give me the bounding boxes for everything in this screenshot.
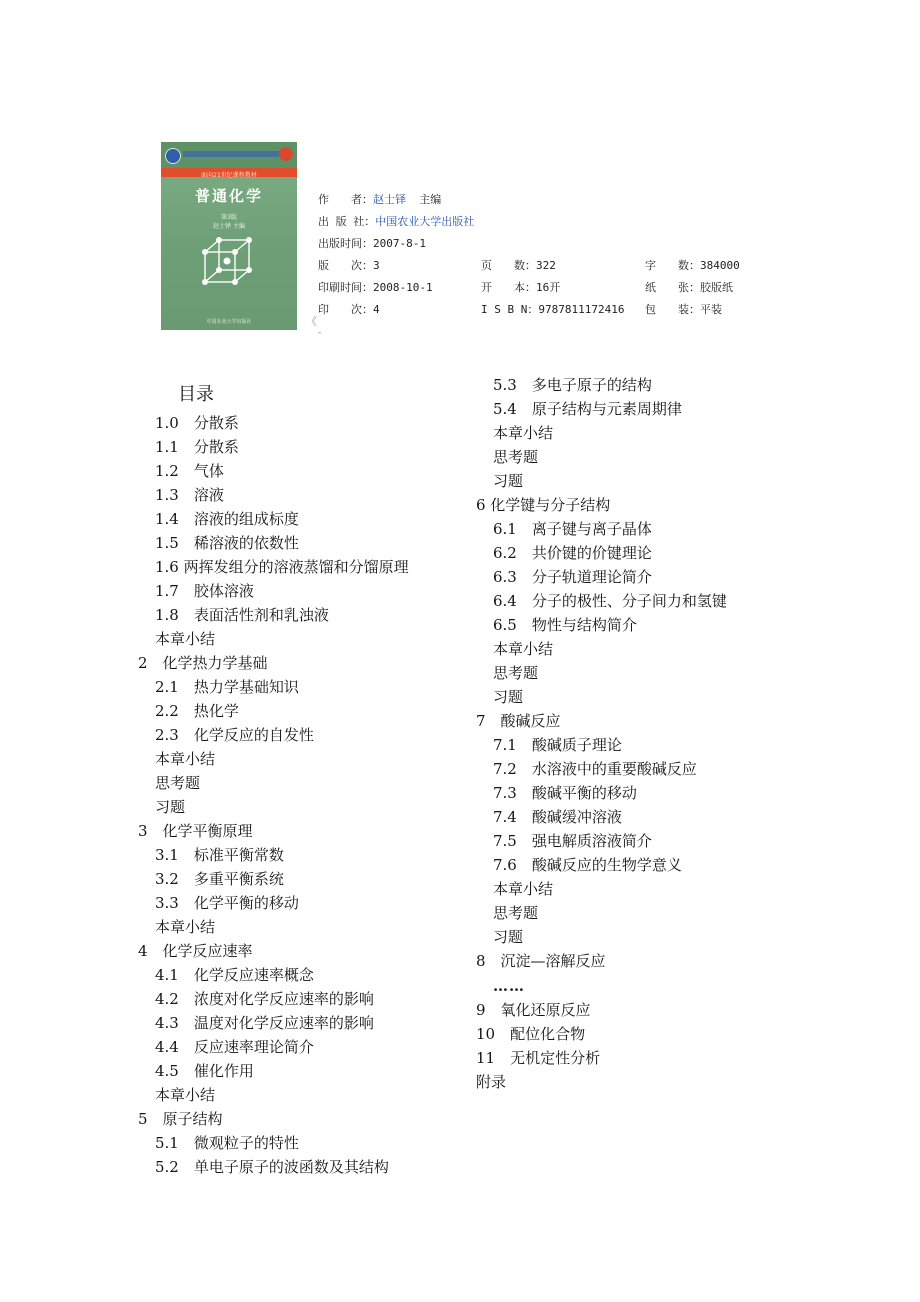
cover-publisher: 中国农业大学出版社 <box>206 319 252 325</box>
info-words <box>645 257 740 273</box>
printdate-value: 2008-10-1 <box>373 281 433 294</box>
info-format <box>481 279 560 295</box>
toc-item: 1.6 两挥发组分的溶液蒸馏和分馏原理 <box>155 558 409 576</box>
toc-chapter: 5 原子结构 <box>138 1110 223 1128</box>
words-label: 字 数： <box>645 259 700 272</box>
toc-item: 习题 <box>493 472 524 490</box>
binding-label: 包 装： <box>645 303 700 316</box>
info-author <box>318 191 441 207</box>
printing-label: 印 次： <box>318 303 373 316</box>
toc-item: 习题 <box>493 688 524 706</box>
cover-editor: 赵士铎 主编 <box>213 223 245 230</box>
toc-item: 思考题 <box>493 904 539 922</box>
book-cover-image <box>161 142 297 330</box>
toc-chapter: 3 化学平衡原理 <box>138 822 253 840</box>
toc-item: 7.1 酸碱质子理论 <box>493 736 622 754</box>
dash-mark: - <box>318 328 322 338</box>
toc-chapter: 4 化学反应速率 <box>138 942 253 960</box>
toc-item: 本章小结 <box>155 630 216 648</box>
toc-chapter: 6 化学键与分子结构 <box>476 496 611 514</box>
toc-item: 4.1 化学反应速率概念 <box>155 966 314 984</box>
toc-item: 3.1 标准平衡常数 <box>155 846 284 864</box>
pages-value: 322 <box>536 259 556 272</box>
toc-item: 1.0 分散系 <box>155 414 239 432</box>
cover-ribbon-text: 面向21世纪课程教材 <box>201 172 257 179</box>
pages-label: 页 数： <box>481 259 536 272</box>
paper-value: 胶版纸 <box>700 281 733 294</box>
info-isbn <box>481 301 624 317</box>
paper-label: 纸 张： <box>645 281 700 294</box>
info-pubdate <box>318 235 426 251</box>
author-label: 作 者： <box>318 193 373 206</box>
toc-item: 6.5 物性与结构简介 <box>493 616 637 634</box>
toc-item: 2.2 热化学 <box>155 702 239 720</box>
cover-title: 普通化学 <box>194 187 263 205</box>
toc-item: 1.5 稀溶液的依数性 <box>155 534 299 552</box>
toc-item: 4.3 温度对化学反应速率的影响 <box>155 1014 374 1032</box>
toc-chapter: 附录 <box>476 1073 507 1091</box>
toc-chapter: 10 配位化合物 <box>476 1025 586 1043</box>
toc-title: 目录 <box>178 384 214 405</box>
toc-chapter: 9 氧化还原反应 <box>476 1001 591 1019</box>
toc-item: 6.2 共价键的价键理论 <box>493 544 652 562</box>
toc-item: 本章小结 <box>493 880 554 898</box>
toc-item: 7.4 酸碱缓冲溶液 <box>493 808 622 826</box>
toc-item: 2.1 热力学基础知识 <box>155 678 299 696</box>
info-publisher <box>318 213 474 229</box>
words-value: 384000 <box>700 259 740 272</box>
author-link[interactable]: 赵士铎 <box>373 193 406 206</box>
toc-item: 4.5 催化作用 <box>155 1062 254 1080</box>
toc-chapter: 11 无机定性分析 <box>476 1049 601 1067</box>
publisher-link[interactable]: 中国农业大学出版社 <box>375 215 475 228</box>
toc-item: 4.2 浓度对化学反应速率的影响 <box>155 990 374 1008</box>
toc-item: 6.3 分子轨道理论简介 <box>493 568 652 586</box>
toc-item: 1.2 气体 <box>155 462 224 480</box>
printdate-label: 印刷时间： <box>318 281 373 294</box>
toc-item: 习题 <box>493 928 524 946</box>
toc-item: 3.2 多重平衡系统 <box>155 870 284 888</box>
toc-item: 5.1 微观粒子的特性 <box>155 1134 299 1152</box>
toc-item: 1.1 分散系 <box>155 438 239 456</box>
edition-value: 3 <box>373 259 380 272</box>
format-label: 开 本： <box>481 281 536 294</box>
toc-chapter: 2 化学热力学基础 <box>138 654 268 672</box>
toc-item: 7.5 强电解质溶液简介 <box>493 832 652 850</box>
toc-item: 7.6 酸碱反应的生物学意义 <box>493 856 682 874</box>
toc-item: 5.4 原子结构与元素周期律 <box>493 400 682 418</box>
toc-item: 7.3 酸碱平衡的移动 <box>493 784 637 802</box>
info-binding <box>645 301 722 317</box>
bracket-mark: 《 <box>306 315 317 328</box>
toc-item: 2.3 化学反应的自发性 <box>155 726 314 744</box>
toc-item: 1.7 胶体溶液 <box>155 582 254 600</box>
cover-series-bar <box>183 151 291 157</box>
toc-item: 本章小结 <box>493 424 554 442</box>
toc-item: 本章小结 <box>155 918 216 936</box>
info-printdate <box>318 279 433 295</box>
toc-item: 7.2 水溶液中的重要酸碱反应 <box>493 760 697 778</box>
toc-item: 1.4 溶液的组成标度 <box>155 510 299 528</box>
toc-item: 习题 <box>155 798 186 816</box>
toc-chapter: 8 沉淀—溶解反应 <box>476 952 606 970</box>
toc-item: 本章小结 <box>493 640 554 658</box>
toc-item: 思考题 <box>493 448 539 466</box>
publisher-label: 出 版 社： <box>318 215 376 228</box>
toc-item: 3.3 化学平衡的移动 <box>155 894 299 912</box>
toc-ellipsis: …… <box>493 977 525 995</box>
author-suffix: 主编 <box>419 193 442 206</box>
printing-value: 4 <box>373 303 380 316</box>
info-printing <box>318 301 380 317</box>
toc-item: 本章小结 <box>155 1086 216 1104</box>
cover-edition: 第3版 <box>221 214 237 221</box>
format-value: 16开 <box>536 281 561 294</box>
toc-item: 6.1 离子键与离子晶体 <box>493 520 652 538</box>
isbn-value: 9787811172416 <box>538 303 625 316</box>
info-pages <box>481 257 556 273</box>
isbn-label: I S B N： <box>481 303 539 316</box>
info-paper <box>645 279 733 295</box>
crystal-lattice-icon <box>199 234 257 290</box>
toc-item: 5.2 单电子原子的波函数及其结构 <box>155 1158 389 1176</box>
toc-item: 1.8 表面活性剂和乳浊液 <box>155 606 329 624</box>
badge-icon <box>279 147 293 161</box>
toc-item: 思考题 <box>155 774 201 792</box>
toc-item: 本章小结 <box>155 750 216 768</box>
toc-chapter: 7 酸碱反应 <box>476 712 561 730</box>
toc-item: 6.4 分子的极性、分子间力和氢键 <box>493 592 727 610</box>
emblem-icon <box>165 148 181 164</box>
edition-label: 版 次： <box>318 259 373 272</box>
toc-item: 5.3 多电子原子的结构 <box>493 376 652 394</box>
pubdate-label: 出版时间： <box>318 237 373 250</box>
info-edition <box>318 257 380 273</box>
toc-item: 4.4 反应速率理论简介 <box>155 1038 314 1056</box>
pubdate-value: 2007-8-1 <box>373 237 426 250</box>
binding-value: 平装 <box>700 303 722 316</box>
toc-item: 1.3 溶液 <box>155 486 224 504</box>
toc-item: 思考题 <box>493 664 539 682</box>
